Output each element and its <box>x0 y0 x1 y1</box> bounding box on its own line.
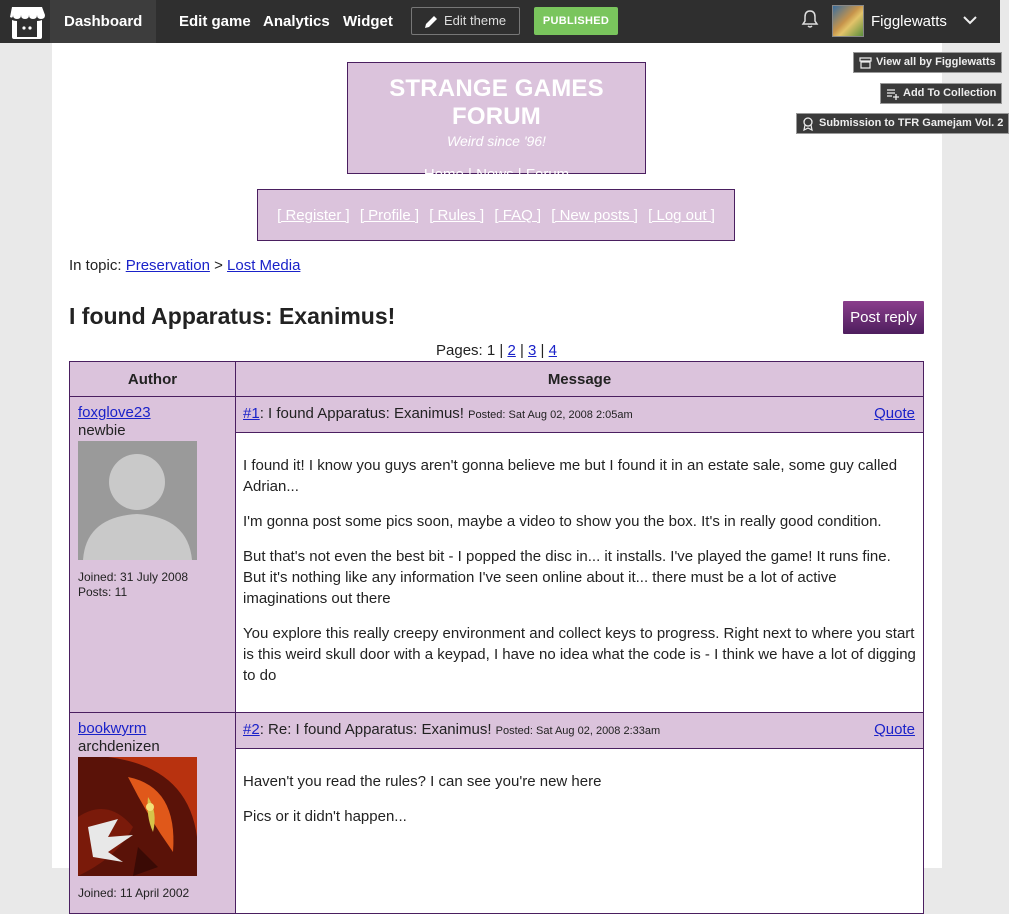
breadcrumb <box>69 257 300 274</box>
new-posts-link[interactable]: [ New posts ] <box>551 207 638 224</box>
forum-title: STRANGE GAMES FORUM <box>389 75 604 130</box>
author-role: newbie <box>78 422 126 439</box>
store-icon <box>859 56 872 69</box>
post-timestamp: Posted: Sat Aug 02, 2008 2:33am <box>495 725 661 737</box>
post-timestamp: Posted: Sat Aug 02, 2008 2:05am <box>468 409 633 421</box>
view-all-button[interactable] <box>853 52 1002 73</box>
author-role: archdenizen <box>78 738 160 755</box>
page-link-4[interactable]: 4 <box>548 342 557 359</box>
itch-logo-icon[interactable] <box>8 4 46 39</box>
published-badge[interactable]: PUBLISHED <box>534 7 618 35</box>
table-header-row <box>70 362 924 397</box>
analytics-link[interactable]: Analytics <box>263 13 330 30</box>
itch-topbar <box>0 0 1000 43</box>
jam-submission-button[interactable] <box>796 113 1009 134</box>
forum-nav: Home | News | Forum <box>423 166 570 183</box>
page-current: 1 <box>486 342 496 359</box>
page-link-3[interactable]: 3 <box>528 342 537 359</box>
edit-theme-label: Edit theme <box>444 13 507 28</box>
author-meta <box>78 570 227 600</box>
posts-table <box>69 361 924 914</box>
author-meta <box>78 886 227 901</box>
post-header-row <box>70 713 924 749</box>
author-link[interactable]: foxglove23 <box>78 404 151 421</box>
author-header: Author <box>70 362 236 397</box>
post-body <box>236 749 924 914</box>
forum-link[interactable]: Forum <box>525 166 570 183</box>
pencil-icon <box>423 14 439 30</box>
submission-label: Submission to TFR Gamejam Vol. 2 <box>819 117 1004 129</box>
add-to-collection-button[interactable] <box>880 83 1002 104</box>
username-label[interactable]: Figglewatts <box>871 13 947 30</box>
author-post-count: Posts: 11 <box>78 585 128 599</box>
home-link[interactable]: Home <box>423 166 464 183</box>
news-link[interactable]: News <box>476 166 514 183</box>
widget-link[interactable]: Widget <box>343 13 393 30</box>
breadcrumb-lost-media[interactable]: Lost Media <box>227 257 301 274</box>
author-link[interactable]: bookwyrm <box>78 720 147 737</box>
page-link-2[interactable]: 2 <box>507 342 516 359</box>
post-header <box>236 397 924 433</box>
post-paragraph: You explore this really creepy environment and collect keys to progress. Right next to where you start is this weird skull door with a keypad, I have no idea what the code is - I think we have a lot of digging to do <box>243 625 916 684</box>
author-joined: Joined: 31 July 2008 <box>78 570 189 584</box>
avatar <box>78 757 197 876</box>
quote-link[interactable]: Quote <box>874 405 915 422</box>
dragon-avatar-image <box>78 757 197 876</box>
faq-link[interactable]: [ FAQ ] <box>494 207 542 224</box>
quote-link[interactable]: Quote <box>874 721 915 738</box>
post-author-cell <box>70 397 236 713</box>
post-header-row <box>70 397 924 433</box>
pagination: Pages: 1 | 2 | 3 | 4 <box>436 342 557 359</box>
edit-game-link[interactable]: Edit game <box>179 13 251 30</box>
message-header: Message <box>236 362 924 397</box>
post-body <box>236 433 924 713</box>
post-header <box>236 713 924 749</box>
user-avatar[interactable] <box>832 5 864 37</box>
log-out-link[interactable]: [ Log out ] <box>648 207 715 224</box>
edit-theme-button[interactable] <box>411 7 520 35</box>
register-link[interactable]: [ Register ] <box>277 207 350 224</box>
default-avatar-icon <box>78 441 197 560</box>
post-paragraph: I found it! I know you guys aren't gonna believe me but I found it in an estate sale, some guy called Adrian... <box>243 457 898 495</box>
post-number-link[interactable]: #1 <box>243 405 260 422</box>
bell-icon[interactable] <box>801 9 819 29</box>
profile-link[interactable]: [ Profile ] <box>359 207 420 224</box>
forum-header <box>347 62 646 183</box>
post-subject: : I found Apparatus: Exanimus! <box>259 405 464 422</box>
add-collection-label: Add To Collection <box>903 87 997 99</box>
post-number-link[interactable]: #2 <box>243 721 260 738</box>
post-author-cell <box>70 713 236 914</box>
rules-link[interactable]: [ Rules ] <box>429 207 485 224</box>
forum-subtitle: Weird since '96! <box>447 133 546 149</box>
post-paragraph: I'm gonna post some pics soon, maybe a video to show you the box. It's in really good condition. <box>243 513 882 530</box>
post-reply-button[interactable]: Post reply <box>843 301 924 334</box>
post-subject: : Re: I found Apparatus: Exanimus! <box>259 721 492 738</box>
dashboard-link[interactable]: Dashboard <box>50 0 156 43</box>
breadcrumb-prefix: In topic: <box>69 257 122 274</box>
breadcrumb-preservation[interactable]: Preservation <box>125 257 210 274</box>
author-joined: Joined: 11 April 2002 <box>78 886 190 900</box>
post-paragraph: Haven't you read the rules? I can see you're new here <box>243 773 602 790</box>
post-paragraph: But that's not even the best bit - I popped the disc in... it installs. I've played the game! It runs fine. But it's nothing like any information I've seen online about it... there must be a lot of active imaginations out there <box>243 548 891 607</box>
topic-title: I found Apparatus: Exanimus! <box>69 303 396 329</box>
pages-label: Pages: <box>436 342 483 359</box>
breadcrumb-sep: > <box>214 257 223 274</box>
ribbon-icon <box>802 117 814 131</box>
user-menu <box>257 189 735 241</box>
view-all-label: View all by Figglewatts <box>876 56 996 68</box>
chevron-down-icon[interactable] <box>962 13 978 27</box>
avatar <box>78 441 197 560</box>
add-list-icon <box>886 87 900 100</box>
post-paragraph: Pics or it didn't happen... <box>243 808 407 825</box>
